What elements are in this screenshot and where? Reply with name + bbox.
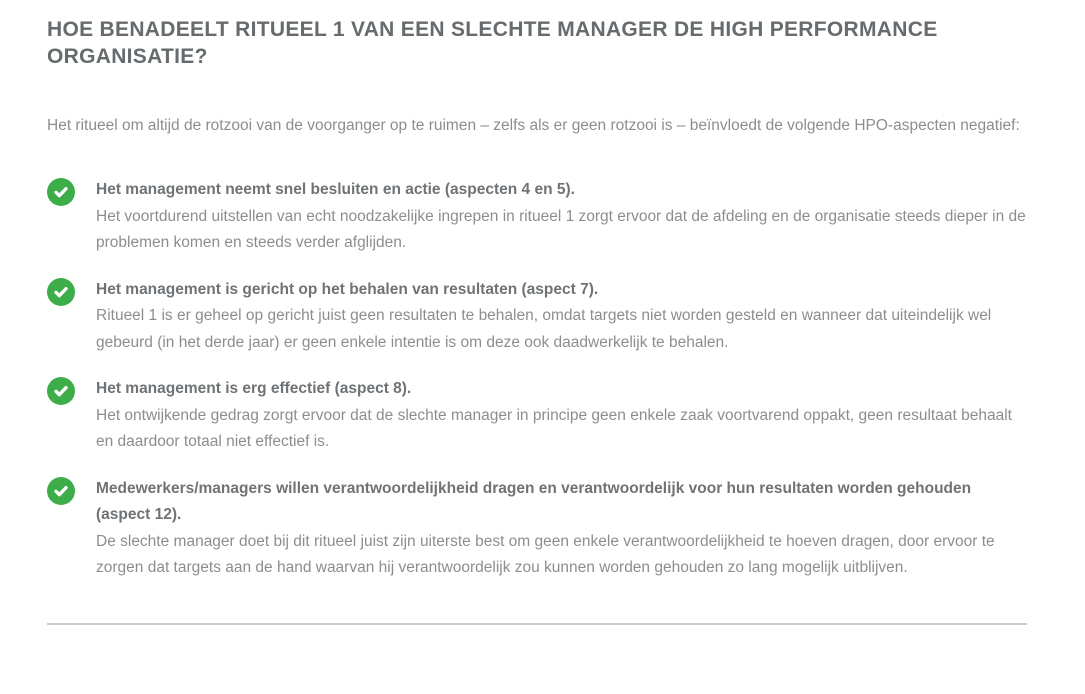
list-item-text [96,476,1027,582]
list-item [47,177,1027,257]
item-body: Ritueel 1 is er geheel op gericht juist geen resultaten te behalen, omdat targets niet worden gesteld en wanneer dat uiteindelijk wel gebeurd (in het derde jaar) er geen enkele intentie is om deze ook daadwerkelijk te behalen. [96,307,992,351]
hpo-aspect-list [47,177,1027,582]
list-item [47,476,1027,582]
list-item-text [96,177,1027,257]
section-divider [47,623,1027,625]
check-circle-icon [47,477,75,505]
item-body: Het voortdurend uitstellen van echt noodzakelijke ingrepen in ritueel 1 zorgt ervoor dat de afdeling en de organisatie steeds dieper in de problemen komen en steeds verder afglijden. [96,207,1026,251]
list-item-text [96,376,1027,456]
list-item-text [96,277,1027,357]
item-body: Het ontwijkende gedrag zorgt ervoor dat de slechte manager in principe geen enkele zaak voortvarend oppakt, geen resultaat behaalt en daardoor totaal niet effectief is. [96,406,1012,450]
list-item [47,277,1027,357]
item-heading: Het management is gericht op het behalen van resultaten (aspect 7). [96,280,599,298]
check-circle-icon [47,178,75,206]
check-circle-icon [47,278,75,306]
item-body: De slechte manager doet bij dit ritueel juist zijn uiterste best om geen enkele verantwoordelijkheid te hoeven dragen, door ervoor te zorgen dat targets aan de hand waarvan hij verantwoordelijk zou kunnen worden gehouden zo lang mogelijk uitblijven. [96,532,995,576]
item-heading: Het management neemt snel besluiten en actie (aspecten 4 en 5). [96,181,575,198]
intro-paragraph: Het ritueel om altijd de rotzooi van de voorganger op te ruimen – zelfs als er geen rotzooi is – beïnvloedt de volgende HPO-aspecten negatief: [47,117,1020,134]
item-heading: Medewerkers/managers willen verantwoordelijkheid dragen en verantwoordelijk voor hun resultaten worden gehouden (aspect 12). [96,479,972,523]
list-item [47,376,1027,456]
item-heading: Het management is erg effectief (aspect 8). [96,380,412,397]
page-title: HOE BENADEELT RITUEEL 1 VAN EEN SLECHTE MANAGER DE HIGH PERFORMANCE ORGANISATIE? [47,18,938,68]
check-circle-icon [47,377,75,405]
